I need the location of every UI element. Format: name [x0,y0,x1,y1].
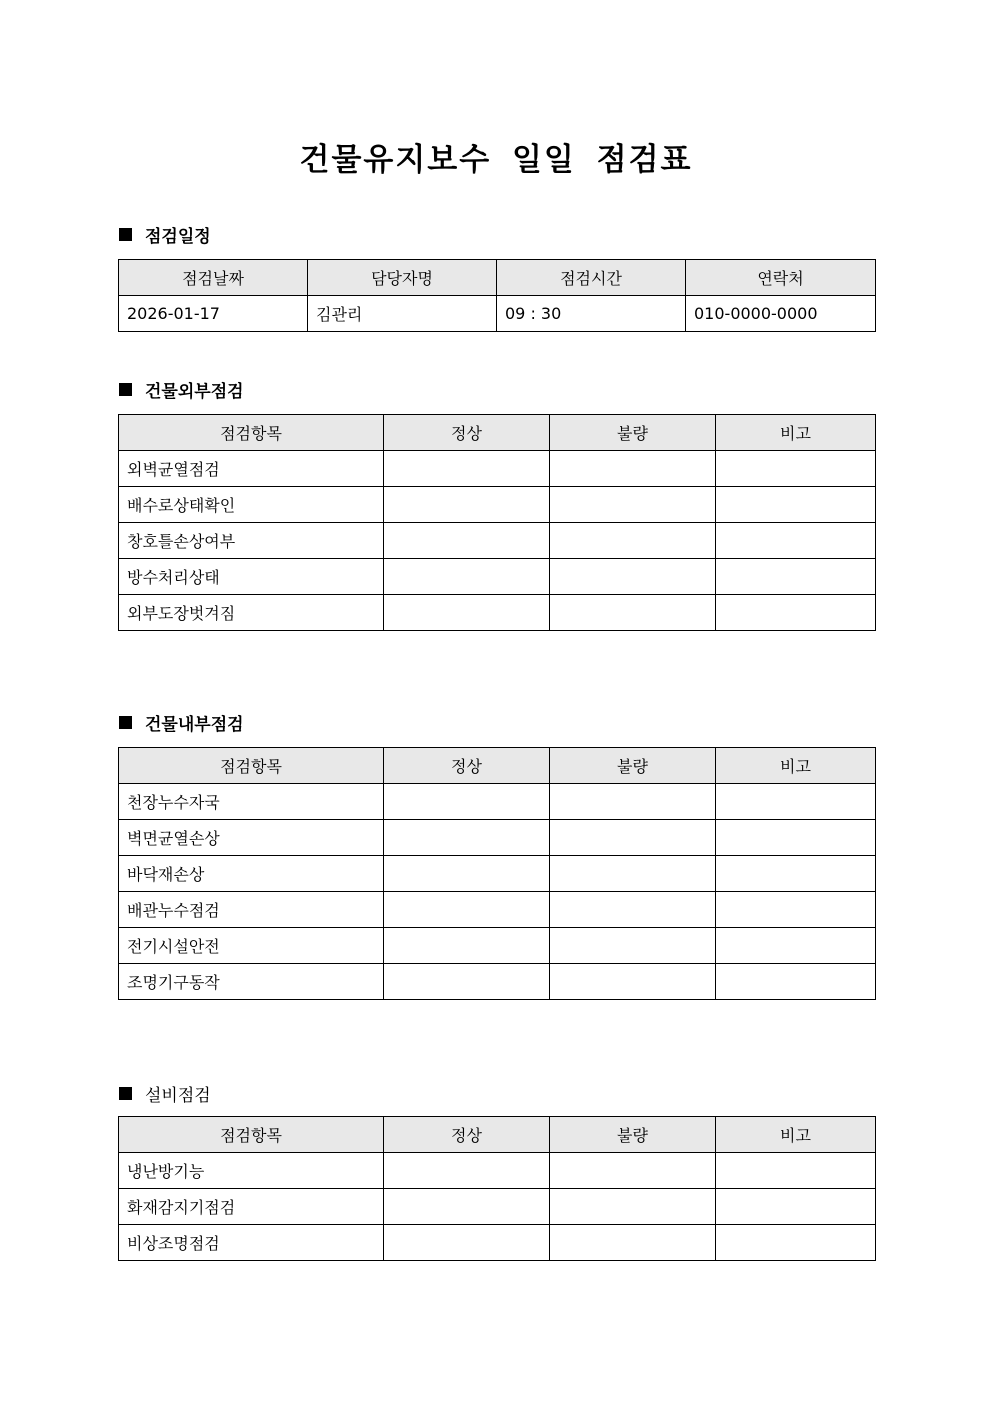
remarks-cell[interactable] [716,784,876,820]
table-header-row [119,748,876,784]
section-title: 건물외부점검 [145,381,244,402]
normal-cell[interactable] [384,559,550,595]
remarks-cell[interactable] [716,856,876,892]
table-row [119,523,876,559]
section-title: 설비점검 [145,1085,211,1106]
header-cell-remarks: 비고 [716,415,876,451]
normal-cell[interactable] [384,784,550,820]
header-cell-time: 점검시간 [497,260,686,296]
defect-cell[interactable] [550,820,716,856]
normal-cell[interactable] [384,1189,550,1225]
remarks-cell[interactable] [716,964,876,1000]
table-row [119,964,876,1000]
defect-cell[interactable] [550,1189,716,1225]
table-row [119,892,876,928]
defect-cell[interactable] [550,928,716,964]
remarks-cell[interactable] [716,595,876,631]
time-value[interactable]: 09 : 30 [497,296,686,332]
table-row [119,820,876,856]
remarks-cell[interactable] [716,451,876,487]
check-item-label: 외부도장벗겨짐 [119,595,384,631]
check-item-label: 배수로상태확인 [119,487,384,523]
normal-cell[interactable] [384,1225,550,1261]
table-header-row [119,1117,876,1153]
table-row [119,1189,876,1225]
defect-cell[interactable] [550,559,716,595]
remarks-cell[interactable] [716,523,876,559]
remarks-cell[interactable] [716,1225,876,1261]
defect-cell[interactable] [550,595,716,631]
header-cell-contact: 연락처 [686,260,876,296]
defect-cell[interactable] [550,1225,716,1261]
interior-check-table [118,747,876,1000]
normal-cell[interactable] [384,523,550,559]
header-cell-normal: 정상 [384,415,550,451]
normal-cell[interactable] [384,928,550,964]
table-header-row [119,415,876,451]
normal-cell[interactable] [384,451,550,487]
remarks-cell[interactable] [716,928,876,964]
schedule-table [118,259,876,332]
check-item-label: 천장누수자국 [119,784,384,820]
remarks-cell[interactable] [716,1153,876,1189]
header-cell-item: 점검항목 [119,1117,384,1153]
section-heading-interior [119,710,244,734]
defect-cell[interactable] [550,451,716,487]
check-item-label: 바닥재손상 [119,856,384,892]
defect-cell[interactable] [550,487,716,523]
page-title: 건물유지보수 일일 점검표 [299,142,693,178]
defect-cell[interactable] [550,1153,716,1189]
normal-cell[interactable] [384,487,550,523]
table-row [119,1225,876,1261]
header-cell-normal: 정상 [384,1117,550,1153]
remarks-cell[interactable] [716,820,876,856]
defect-cell[interactable] [550,784,716,820]
defect-cell[interactable] [550,856,716,892]
square-bullet-icon [119,383,132,396]
defect-cell[interactable] [550,523,716,559]
normal-cell[interactable] [384,595,550,631]
remarks-cell[interactable] [716,487,876,523]
normal-cell[interactable] [384,1153,550,1189]
table-row [119,595,876,631]
section-title: 건물내부점검 [145,714,244,735]
table-header-row [119,260,876,296]
section-heading-facility [119,1081,211,1105]
section-heading-exterior [119,377,244,401]
table-row [119,296,876,332]
exterior-check-table [118,414,876,631]
check-item-label: 전기시설안전 [119,928,384,964]
square-bullet-icon [119,228,132,241]
section-heading-schedule [119,222,211,246]
check-item-label: 방수처리상태 [119,559,384,595]
check-item-label: 냉난방기능 [119,1153,384,1189]
header-cell-remarks: 비고 [716,1117,876,1153]
normal-cell[interactable] [384,964,550,1000]
table-row [119,784,876,820]
check-item-label: 조명기구동작 [119,964,384,1000]
remarks-cell[interactable] [716,892,876,928]
check-item-label: 창호틀손상여부 [119,523,384,559]
table-row [119,1153,876,1189]
header-cell-date: 점검날짜 [119,260,308,296]
header-cell-defect: 불량 [550,1117,716,1153]
normal-cell[interactable] [384,892,550,928]
defect-cell[interactable] [550,964,716,1000]
defect-cell[interactable] [550,892,716,928]
contact-value[interactable]: 010-0000-0000 [686,296,876,332]
header-cell-remarks: 비고 [716,748,876,784]
table-row [119,451,876,487]
check-item-label: 벽면균열손상 [119,820,384,856]
header-cell-defect: 불량 [550,748,716,784]
normal-cell[interactable] [384,820,550,856]
manager-value[interactable]: 김관리 [308,296,497,332]
header-cell-defect: 불량 [550,415,716,451]
remarks-cell[interactable] [716,559,876,595]
square-bullet-icon [119,716,132,729]
table-row [119,928,876,964]
facility-check-table [118,1116,876,1261]
header-cell-item: 점검항목 [119,415,384,451]
header-cell-manager: 담당자명 [308,260,497,296]
date-value[interactable]: 2026-01-17 [119,296,308,332]
header-cell-normal: 정상 [384,748,550,784]
section-title: 점검일정 [145,226,211,247]
check-item-label: 화재감지기점검 [119,1189,384,1225]
table-row [119,559,876,595]
check-item-label: 외벽균열점검 [119,451,384,487]
header-cell-item: 점검항목 [119,748,384,784]
check-item-label: 비상조명점검 [119,1225,384,1261]
table-row [119,487,876,523]
table-row [119,856,876,892]
square-bullet-icon [119,1087,132,1100]
remarks-cell[interactable] [716,1189,876,1225]
normal-cell[interactable] [384,856,550,892]
check-item-label: 배관누수점검 [119,892,384,928]
